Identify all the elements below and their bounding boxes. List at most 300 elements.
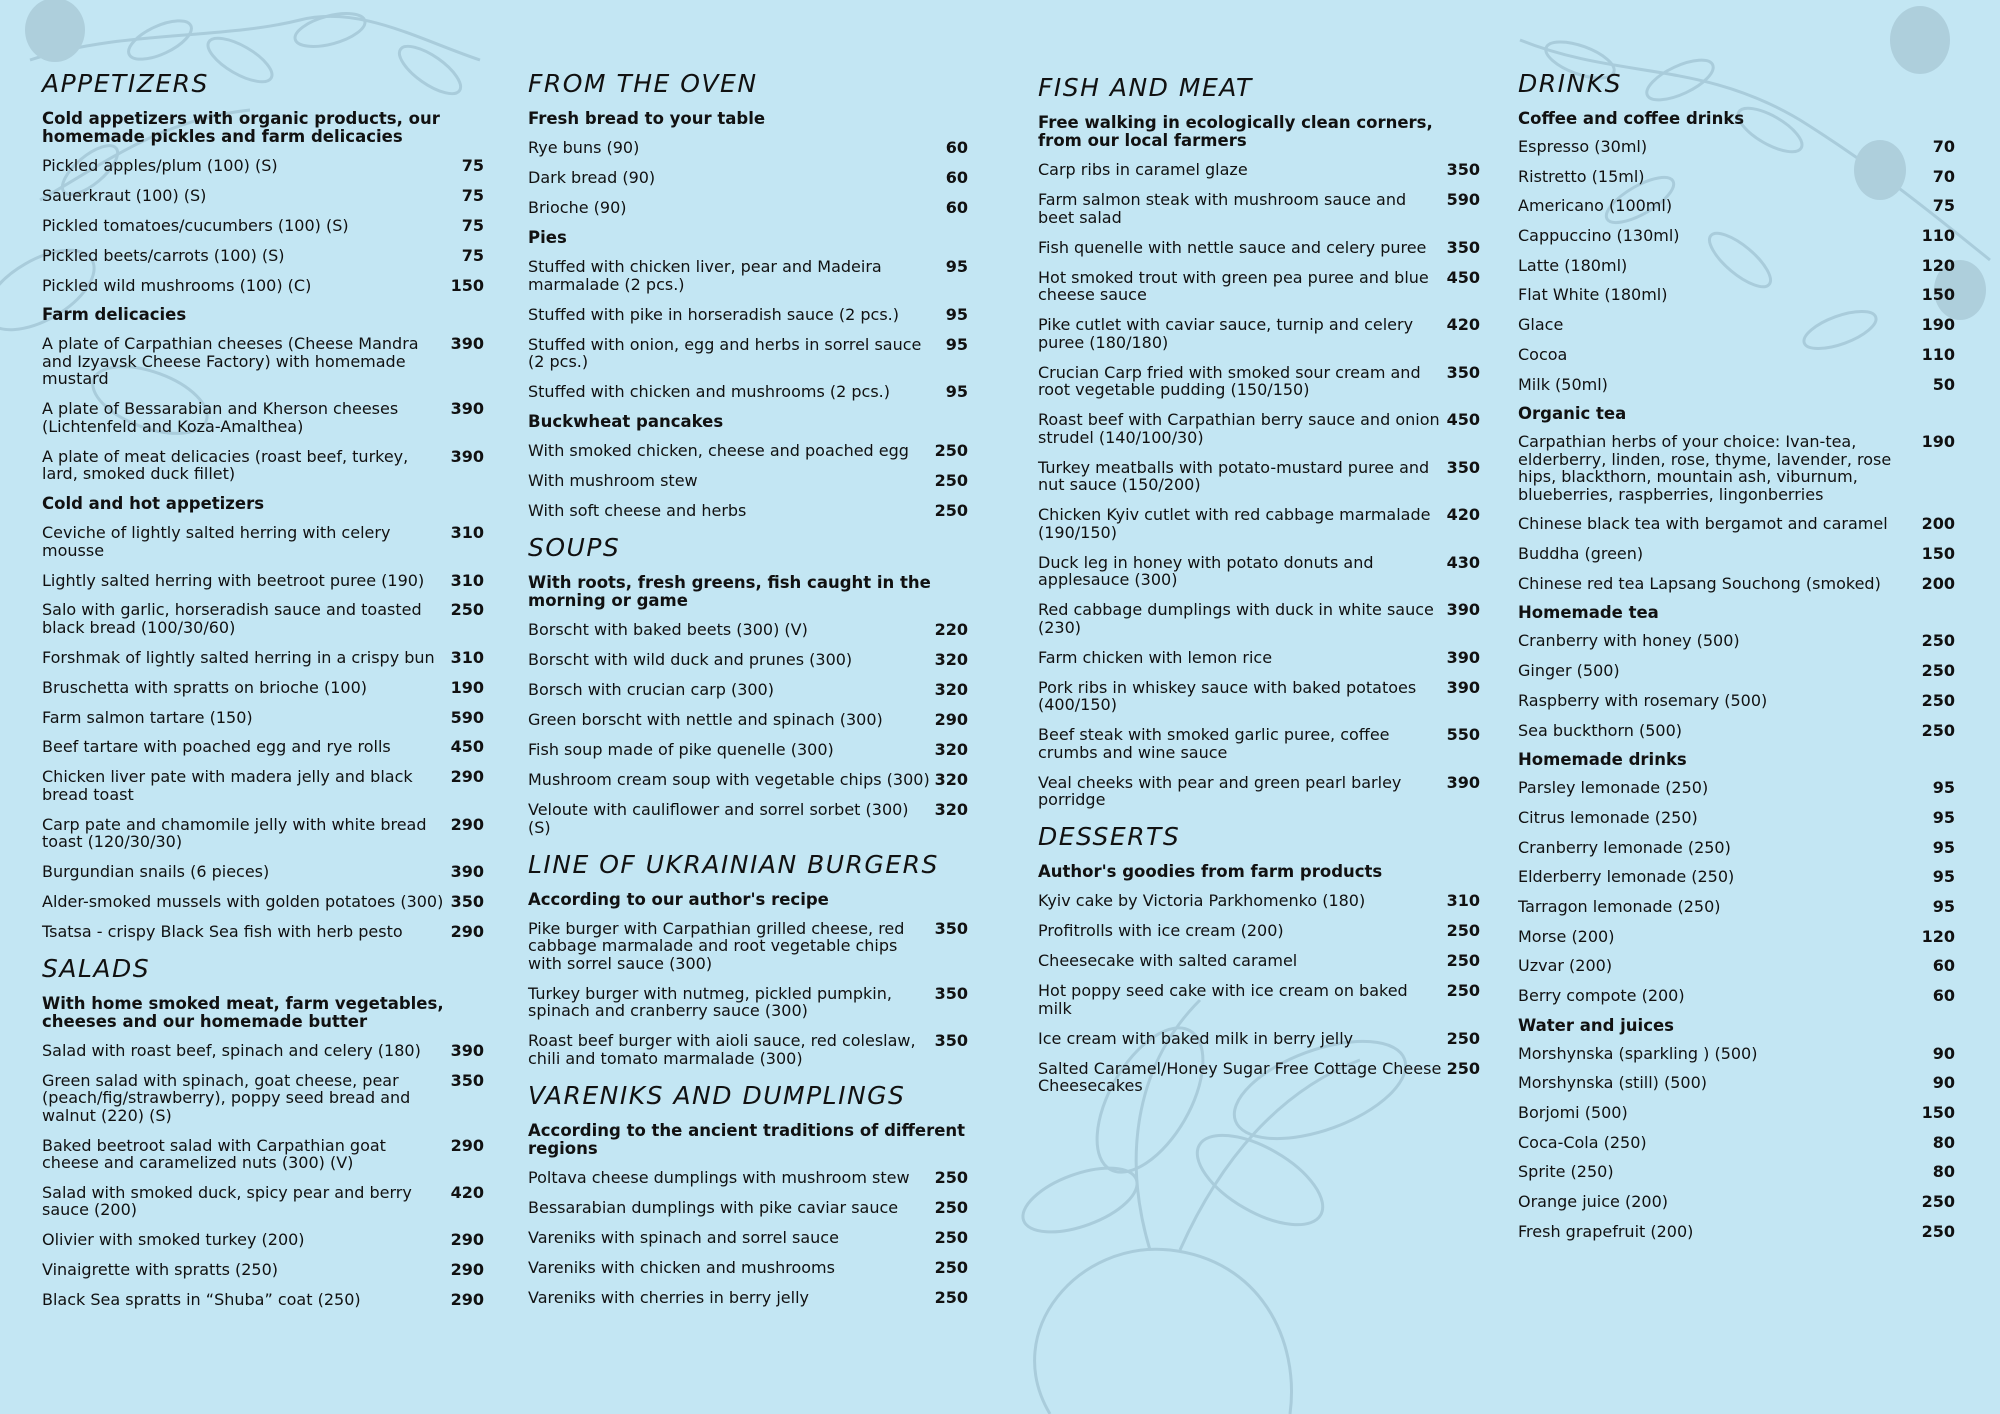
- menu-item: [1518, 197, 1955, 215]
- menu-item: [1518, 575, 1955, 593]
- item-price: 290: [450, 1290, 484, 1310]
- menu-item: [42, 247, 484, 265]
- item-price: 75: [461, 185, 484, 205]
- menu-section: [42, 68, 484, 940]
- item-price: 390: [450, 862, 484, 882]
- item-price: 390: [1446, 600, 1480, 619]
- item-price: 550: [1446, 725, 1480, 744]
- item-price: 50: [1932, 374, 1955, 394]
- item-name: Sea buckthorn (500): [1518, 720, 1682, 740]
- section-title: DRINKS: [1518, 69, 1622, 98]
- group-heading: Cold appetizers with organic products, our homemade pickles and farm delicacies: [42, 109, 440, 146]
- menu-item: [1518, 168, 1955, 186]
- item-name: Buddha (green): [1518, 544, 1644, 564]
- section-title: SALADS: [42, 953, 151, 983]
- item-price: 320: [934, 680, 968, 699]
- item-name: Ceviche of lightly salted herring with celery mousse: [42, 523, 391, 560]
- group-heading: Buckwheat pancakes: [528, 412, 724, 431]
- menu-column: [42, 62, 484, 1321]
- item-price: 250: [1921, 1192, 1955, 1212]
- item-name: Turkey meatballs with potato-mustard puree and nut sauce (150/200): [1038, 457, 1430, 494]
- item-price: 75: [461, 215, 484, 235]
- item-name: Orange juice (200): [1518, 1192, 1668, 1212]
- item-price: 200: [1921, 514, 1955, 534]
- item-name: Turkey burger with nutmeg, pickled pumpkin, spinach and cranberry sauce (300): [528, 983, 892, 1020]
- item-name: Fish quenelle with nettle sauce and celery puree: [1038, 237, 1427, 257]
- menu-section: [528, 849, 968, 1068]
- group-heading: According to the ancient traditions of different regions: [528, 1120, 966, 1158]
- item-price: 250: [1921, 1221, 1955, 1241]
- item-name: Farm salmon steak with mushroom sauce and beet salad: [1038, 190, 1407, 227]
- item-name: Cheesecake with salted caramel: [1038, 951, 1298, 970]
- item-name: Roast beef burger with aioli sauce, red coleslaw, chili and tomato marmalade (300): [528, 1031, 916, 1068]
- item-name: Mushroom cream soup with vegetable chips (300): [528, 770, 930, 789]
- menu-item: [42, 277, 484, 295]
- item-name: Cappuccino (130ml): [1518, 226, 1680, 246]
- menu-item: [1518, 809, 1955, 827]
- item-price: 390: [1446, 677, 1480, 697]
- menu-item: [42, 1291, 484, 1309]
- group-heading: Coffee and coffee drinks: [1518, 109, 1745, 128]
- item-price: 150: [1921, 1103, 1955, 1123]
- group-heading: Free walking in ecologically clean corners, from our local farmers: [1038, 113, 1433, 150]
- item-price: 290: [450, 1260, 484, 1280]
- item-name: Stuffed with chicken and mushrooms (2 pcs.): [528, 382, 890, 401]
- item-name: Morshynska (still) (500): [1518, 1073, 1708, 1093]
- menu-item: [1518, 1223, 1955, 1241]
- item-name: Brioche (90): [528, 198, 627, 217]
- menu-item: [528, 472, 968, 490]
- item-price: 75: [1932, 196, 1955, 216]
- menu-item: [42, 157, 484, 175]
- menu-item: [42, 448, 484, 483]
- item-name: Pickled beets/carrots (100) (S): [42, 245, 285, 265]
- item-price: 250: [934, 1197, 968, 1217]
- group-heading: Homemade tea: [1518, 603, 1659, 623]
- item-name: Ginger (500): [1518, 661, 1620, 681]
- menu-item: [528, 199, 968, 217]
- item-price: 80: [1932, 1132, 1955, 1152]
- item-price: 95: [945, 257, 968, 276]
- item-name: Stuffed with onion, egg and herbs in sorrel sauce (2 pcs.): [528, 334, 922, 371]
- section-title: FISH AND MEAT: [1038, 73, 1253, 102]
- item-price: 390: [1446, 647, 1480, 667]
- menu-column: [528, 62, 968, 1319]
- menu-item: [1518, 1134, 1955, 1152]
- menu-item: [528, 771, 968, 789]
- item-name: With mushroom stew: [528, 471, 698, 490]
- item-name: With soft cheese and herbs: [528, 501, 747, 520]
- menu-section: [1518, 68, 1955, 1240]
- item-name: Carp pate and chamomile jelly with white bread toast (120/30/30): [42, 814, 427, 852]
- item-name: Red cabbage dumplings with duck in white sauce (230): [1038, 600, 1434, 637]
- menu-item: [42, 923, 484, 941]
- item-name: Salo with garlic, horseradish sauce and toasted black bread (100/30/60): [42, 600, 422, 637]
- item-name: Glace: [1518, 315, 1564, 335]
- item-price: 110: [1921, 344, 1955, 364]
- item-name: Dark bread (90): [528, 168, 656, 187]
- item-price: 290: [450, 1135, 484, 1155]
- item-name: Tsatsa - crispy Black Sea fish with herb pesto: [42, 921, 403, 941]
- menu-item: [528, 801, 968, 836]
- item-name: Espresso (30ml): [1518, 137, 1648, 156]
- menu-item: [1518, 1163, 1955, 1181]
- item-name: Morse (200): [1518, 926, 1615, 946]
- menu-item: [1518, 928, 1955, 946]
- item-name: Vareniks with chicken and mushrooms: [528, 1257, 835, 1277]
- menu-item: [42, 1137, 484, 1172]
- menu-item: [1038, 191, 1480, 226]
- item-name: Hot smoked trout with green pea puree and blue cheese sauce: [1038, 267, 1429, 304]
- menu-item: [528, 741, 968, 759]
- item-name: Roast beef with Carpathian berry sauce and onion strudel (140/100/30): [1038, 410, 1440, 447]
- item-name: Borjomi (500): [1518, 1103, 1628, 1123]
- group-heading: Homemade drinks: [1518, 750, 1687, 770]
- menu-item: [528, 336, 968, 371]
- item-price: 250: [934, 1287, 968, 1307]
- item-name: Black Sea spratts in “Shuba” coat (250): [42, 1290, 361, 1310]
- menu-item: [42, 893, 484, 911]
- item-name: A plate of meat delicacies (roast beef, turkey, lard, smoked duck fillet): [42, 446, 409, 484]
- menu-item: [42, 335, 484, 388]
- item-name: A plate of Carpathian cheeses (Cheese Mandra and Izyavsk Cheese Factory) with homemade mustard: [42, 334, 419, 389]
- menu-item: [1038, 364, 1480, 399]
- menu-item: [42, 1261, 484, 1279]
- menu-section: [42, 953, 484, 1309]
- item-price: 250: [450, 600, 484, 620]
- menu-item: [528, 985, 968, 1020]
- section-title: LINE OF UKRAINIAN BURGERS: [528, 849, 939, 879]
- item-name: Carpathian herbs of your choice: Ivan-tea, elderberry, linden, rose, thyme, lavender, rose hips, blackthorn, mountain ash, viburnum, blueberries, raspberries, lingonberries: [1518, 432, 1892, 504]
- menu-item: [1038, 506, 1480, 541]
- item-price: 60: [945, 138, 968, 157]
- menu-section: [528, 1080, 968, 1307]
- item-price: 350: [450, 1070, 484, 1090]
- menu-item: [42, 400, 484, 435]
- item-name: Rye buns (90): [528, 138, 640, 157]
- menu-section: [1038, 72, 1480, 809]
- item-price: 350: [1446, 362, 1480, 382]
- item-price: 290: [450, 1230, 484, 1250]
- menu-item: [1518, 257, 1955, 275]
- item-name: Borsch with crucian carp (300): [528, 680, 774, 699]
- menu-item: [42, 1072, 484, 1125]
- menu-item: [42, 572, 484, 590]
- item-price: 90: [1932, 1073, 1955, 1093]
- item-price: 350: [934, 1031, 968, 1050]
- section-title: VARENIKS AND DUMPLINGS: [528, 1080, 906, 1110]
- section-title: FROM THE OVEN: [528, 69, 758, 98]
- menu-item: [1518, 545, 1955, 563]
- item-price: 200: [1921, 573, 1955, 593]
- item-price: 95: [945, 334, 968, 354]
- item-name: Latte (180ml): [1518, 255, 1628, 275]
- item-name: Vinaigrette with spratts (250): [42, 1260, 279, 1280]
- item-price: 250: [934, 1257, 968, 1277]
- menu-item: [528, 1229, 968, 1247]
- menu-item: [1038, 726, 1480, 761]
- item-price: 70: [1932, 137, 1955, 156]
- menu-item: [528, 139, 968, 157]
- menu-item: [1518, 376, 1955, 394]
- menu-item: [1518, 1104, 1955, 1122]
- item-price: 220: [934, 620, 968, 639]
- item-price: 95: [1932, 837, 1955, 857]
- item-name: With smoked chicken, cheese and poached egg: [528, 441, 909, 460]
- item-price: 70: [1932, 166, 1955, 186]
- item-price: 250: [1446, 951, 1480, 970]
- item-name: Pickled tomatoes/cucumbers (100) (S): [42, 215, 349, 235]
- item-price: 430: [1446, 552, 1480, 572]
- item-name: Tarragon lemonade (250): [1518, 896, 1721, 916]
- item-price: 250: [1921, 631, 1955, 651]
- item-price: 120: [1921, 926, 1955, 946]
- item-name: Carp ribs in caramel glaze: [1038, 160, 1248, 179]
- item-name: Fresh grapefruit (200): [1518, 1221, 1694, 1241]
- menu-item: [1518, 1045, 1955, 1063]
- item-price: 350: [1446, 457, 1480, 477]
- item-name: Veloute with cauliflower and sorrel sorbet (300) (S): [528, 800, 909, 837]
- item-name: Kyiv cake by Victoria Parkhomenko (180): [1038, 891, 1366, 910]
- menu-item: [528, 1259, 968, 1277]
- menu-item: [1518, 662, 1955, 680]
- menu-item: [528, 383, 968, 401]
- item-name: Fish soup made of pike quenelle (300): [528, 740, 834, 759]
- item-name: Chicken Kyiv cutlet with red cabbage marmalade (190/150): [1038, 505, 1431, 542]
- item-name: Green borscht with nettle and spinach (300): [528, 710, 883, 729]
- item-price: 420: [1446, 315, 1480, 334]
- menu-item: [42, 1184, 484, 1219]
- item-name: Chinese red tea Lapsang Souchong (smoked): [1518, 573, 1881, 593]
- item-price: 310: [450, 647, 484, 667]
- item-price: 150: [1921, 285, 1955, 305]
- item-name: A plate of Bessarabian and Kherson cheeses (Lichtenfeld and Koza-Amalthea): [42, 399, 399, 436]
- item-name: Flat White (180ml): [1518, 285, 1668, 305]
- menu-item: [1518, 632, 1955, 650]
- item-price: 150: [1921, 544, 1955, 564]
- item-price: 590: [450, 707, 484, 727]
- item-name: Chinese black tea with bergamot and caramel: [1518, 514, 1888, 534]
- menu-item: [42, 679, 484, 697]
- menu-item: [1518, 515, 1955, 533]
- section-title: DESSERTS: [1038, 822, 1181, 851]
- item-price: 250: [1921, 720, 1955, 740]
- menu-item: [1038, 982, 1480, 1017]
- menu-item: [42, 768, 484, 803]
- menu-item: [1518, 722, 1955, 740]
- item-name: Stuffed with chicken liver, pear and Madeira marmalade (2 pcs.): [528, 257, 882, 294]
- item-name: Farm chicken with lemon rice: [1038, 647, 1273, 667]
- menu-item: [1038, 892, 1480, 910]
- item-name: Baked beetroot salad with Carpathian goat cheese and caramelized nuts (300) (V): [42, 1135, 386, 1173]
- group-heading: Pies: [528, 228, 567, 247]
- item-price: 420: [450, 1182, 484, 1202]
- item-name: Vareniks with spinach and sorrel sauce: [528, 1227, 839, 1247]
- item-price: 150: [450, 275, 484, 295]
- item-price: 450: [450, 737, 484, 757]
- item-price: 290: [934, 710, 968, 729]
- item-price: 120: [1921, 255, 1955, 275]
- item-price: 250: [934, 1227, 968, 1247]
- item-price: 95: [1932, 807, 1955, 827]
- menu-item: [1038, 316, 1480, 351]
- item-price: 350: [1446, 160, 1480, 179]
- item-name: Pickled wild mushrooms (100) (C): [42, 275, 312, 295]
- menu-item: [1518, 839, 1955, 857]
- item-name: Green salad with spinach, goat cheese, pear (peach/fig/strawberry), poppy seed bread and walnut (220) (S): [42, 1070, 411, 1125]
- menu-item: [42, 601, 484, 636]
- menu-item: [42, 1042, 484, 1060]
- menu-item: [1518, 1074, 1955, 1092]
- menu-item: [1518, 316, 1955, 334]
- item-price: 390: [450, 446, 484, 466]
- item-name: Veal cheeks with pear and green pearl barley porridge: [1038, 772, 1402, 809]
- menu-item: [528, 169, 968, 187]
- menu-item: [1518, 346, 1955, 364]
- item-name: Hot poppy seed cake with ice cream on baked milk: [1038, 981, 1408, 1018]
- item-price: 350: [934, 918, 968, 938]
- menu-item: [1038, 554, 1480, 589]
- item-name: Beef tartare with poached egg and rye rolls: [42, 737, 391, 757]
- item-price: 450: [1446, 410, 1480, 429]
- menu-item: [1518, 779, 1955, 797]
- item-price: 310: [1446, 891, 1480, 910]
- item-price: 320: [934, 770, 968, 789]
- item-price: 95: [1932, 778, 1955, 798]
- item-name: Sprite (250): [1518, 1162, 1614, 1182]
- item-name: Cranberry with honey (500): [1518, 631, 1740, 651]
- menu-item: [42, 187, 484, 205]
- menu-column: [1038, 66, 1480, 1107]
- item-price: 390: [450, 399, 484, 419]
- menu-section: [1038, 821, 1480, 1095]
- menu-item: [528, 306, 968, 324]
- menu-item: [1038, 601, 1480, 636]
- menu-item: [1038, 459, 1480, 494]
- menu-item: [42, 649, 484, 667]
- menu-item: [1038, 649, 1480, 667]
- menu-item: [1518, 868, 1955, 886]
- item-price: 60: [945, 198, 968, 217]
- menu-item: [1038, 161, 1480, 179]
- menu-item: [528, 442, 968, 460]
- item-name: Salad with smoked duck, spicy pear and berry sauce (200): [42, 1182, 412, 1220]
- menu-item: [1518, 227, 1955, 245]
- item-name: Pickled apples/plum (100) (S): [42, 156, 278, 175]
- menu-item: [528, 502, 968, 520]
- item-name: Elderberry lemonade (250): [1518, 867, 1735, 887]
- item-price: 190: [450, 677, 484, 697]
- item-price: 190: [1921, 432, 1955, 452]
- item-price: 95: [945, 382, 968, 401]
- item-price: 420: [1446, 505, 1480, 524]
- menu-item: [42, 863, 484, 881]
- menu-item: [528, 711, 968, 729]
- item-price: 250: [934, 471, 968, 490]
- menu-item: [1038, 1030, 1480, 1048]
- menu-item: [1038, 774, 1480, 809]
- menu-item: [1518, 1193, 1955, 1211]
- item-name: Raspberry with rosemary (500): [1518, 690, 1768, 710]
- item-price: 60: [945, 168, 968, 187]
- menu-item: [42, 738, 484, 756]
- item-price: 250: [934, 441, 968, 460]
- menu-item: [1038, 922, 1480, 940]
- item-name: Borscht with baked beets (300) (V): [528, 620, 808, 639]
- menu-item: [1518, 433, 1955, 503]
- menu-item: [1518, 957, 1955, 975]
- item-name: Borscht with wild duck and prunes (300): [528, 650, 853, 669]
- item-name: Profitrolls with ice cream (200): [1038, 921, 1284, 940]
- item-price: 320: [934, 740, 968, 759]
- item-name: Milk (50ml): [1518, 374, 1608, 394]
- item-price: 590: [1446, 190, 1480, 209]
- item-price: 95: [945, 304, 968, 324]
- item-name: Morshynska (sparkling ) (500): [1518, 1043, 1758, 1063]
- item-name: Americano (100ml): [1518, 196, 1673, 216]
- item-name: Duck leg in honey with potato donuts and applesauce (300): [1038, 552, 1374, 589]
- menu-item: [528, 1032, 968, 1067]
- section-title: APPETIZERS: [42, 69, 209, 98]
- menu-item: [528, 621, 968, 639]
- menu-item: [1518, 286, 1955, 304]
- menu-item: [1038, 239, 1480, 257]
- item-price: 60: [1932, 956, 1955, 976]
- item-name: Poltava cheese dumplings with mushroom stew: [528, 1167, 910, 1187]
- group-heading: Water and juices: [1518, 1015, 1674, 1035]
- item-name: Cocoa: [1518, 344, 1568, 364]
- menu-item: [528, 1169, 968, 1187]
- item-price: 80: [1932, 1162, 1955, 1182]
- item-name: Citrus lemonade (250): [1518, 807, 1698, 827]
- item-name: Olivier with smoked turkey (200): [42, 1230, 305, 1250]
- item-price: 390: [1446, 772, 1480, 792]
- item-name: Alder-smoked mussels with golden potatoes (300): [42, 892, 444, 912]
- item-name: Pork ribs in whiskey sauce with baked potatoes (400/150): [1038, 677, 1417, 714]
- menu-item: [42, 524, 484, 559]
- item-name: Uzvar (200): [1518, 956, 1613, 976]
- item-price: 250: [934, 1167, 968, 1187]
- item-price: 110: [1921, 226, 1955, 246]
- menu-section: [528, 68, 968, 520]
- item-name: Pike cutlet with caviar sauce, turnip and celery puree (180/180): [1038, 315, 1414, 352]
- menu-item: [42, 1231, 484, 1249]
- menu-item: [528, 651, 968, 669]
- item-name: Sauerkraut (100) (S): [42, 185, 207, 205]
- item-price: 75: [461, 156, 484, 175]
- item-name: Farm salmon tartare (150): [42, 707, 253, 727]
- item-price: 250: [1446, 1058, 1480, 1078]
- menu-item: [1518, 692, 1955, 710]
- menu-item: [1038, 411, 1480, 446]
- item-price: 390: [450, 1040, 484, 1060]
- item-price: 95: [1932, 867, 1955, 887]
- item-price: 250: [1446, 981, 1480, 1000]
- group-heading: Organic tea: [1518, 404, 1627, 424]
- group-heading: Farm delicacies: [42, 305, 187, 325]
- menu-item: [528, 258, 968, 293]
- group-heading: Cold and hot appetizers: [42, 494, 265, 514]
- item-price: 450: [1446, 267, 1480, 287]
- menu-item: [1518, 138, 1955, 156]
- item-price: 290: [450, 767, 484, 787]
- item-name: Vareniks with cherries in berry jelly: [528, 1287, 809, 1307]
- item-name: Ristretto (15ml): [1518, 166, 1645, 186]
- menu-item: [1038, 679, 1480, 714]
- item-name: Beef steak with smoked garlic puree, coffee crumbs and wine sauce: [1038, 725, 1390, 762]
- menu-item: [1038, 269, 1480, 304]
- item-price: 320: [934, 650, 968, 669]
